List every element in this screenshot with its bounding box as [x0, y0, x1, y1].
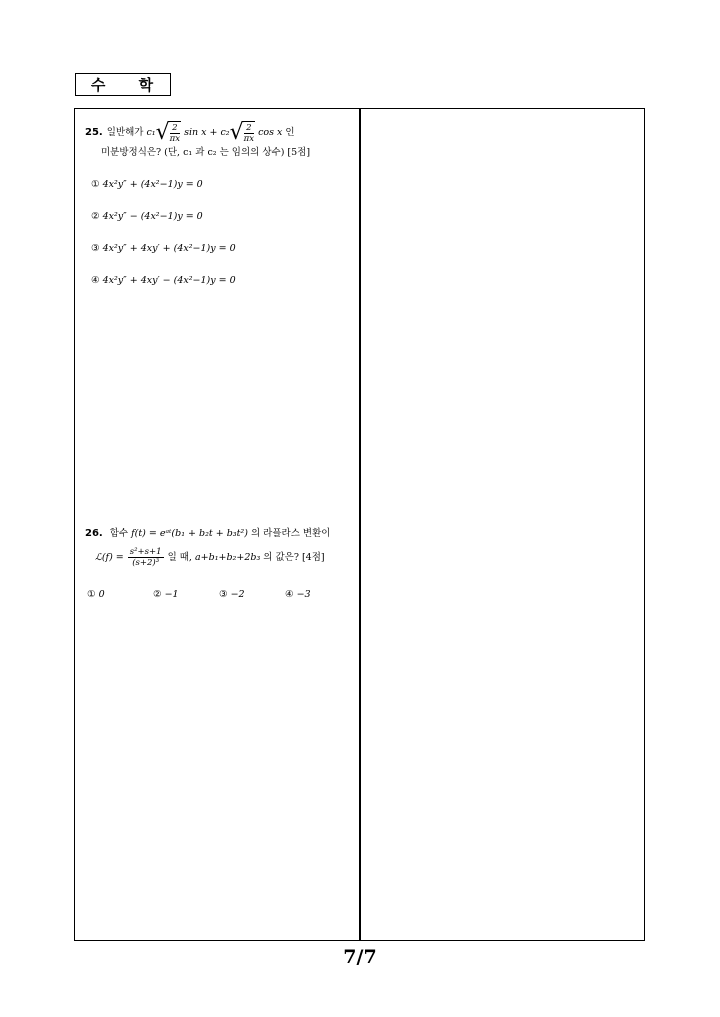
page-number: 7/7 [343, 946, 377, 968]
constant-c1: c₁ [146, 126, 156, 138]
option-mark: ② [153, 589, 162, 600]
option-text: 4x²y″ + (4x²−1)y = 0 [102, 179, 203, 190]
fraction-denominator: πx [169, 134, 181, 144]
line1-prefix: 함수 [109, 528, 129, 539]
stem-line-2: 미분방정식은? (단, c₁ 과 c₂ 는 임의의 상수) [5점] [101, 147, 311, 158]
option-text: 4x²y″ + 4xy′ + (4x²−1)y = 0 [102, 243, 236, 254]
line1-suffix: 의 라플라스 변환이 [250, 528, 331, 539]
constant-c2: c₂ [220, 126, 230, 138]
subject-label: 수 학 [75, 73, 171, 96]
question-26 [85, 527, 330, 568]
q25-option-2[interactable] [91, 211, 203, 222]
cos-term: cos x [258, 126, 283, 138]
fraction-numerator: 2 [172, 123, 178, 133]
question-number: 26. [85, 528, 103, 539]
option-mark: ④ [91, 275, 100, 286]
target-expression: a+b₁+b₂+2b₃ [195, 551, 261, 563]
fraction-denominator: πx [243, 134, 255, 144]
q25-option-4[interactable] [91, 275, 236, 286]
line2-suffix: 의 값은? [4점] [263, 551, 325, 563]
laplace-lhs: ℒ(f) = [95, 551, 124, 563]
sin-term: sin x + [184, 126, 218, 138]
option-mark: ③ [91, 243, 100, 254]
option-text: −3 [296, 589, 311, 600]
answer-sheet-frame [74, 108, 645, 941]
q26-option-1[interactable] [87, 589, 153, 600]
option-mark: ① [91, 179, 100, 190]
left-column [75, 109, 359, 940]
option-mark: ③ [219, 589, 228, 600]
q26-option-4[interactable] [285, 589, 351, 600]
fraction-numerator: 2 [246, 123, 252, 133]
fraction-denominator: (s+2)³ [132, 558, 160, 568]
option-mark: ② [91, 211, 100, 222]
option-mark: ④ [285, 589, 294, 600]
line2-mid: 일 때, [167, 551, 192, 563]
option-text: 4x²y″ + 4xy′ − (4x²−1)y = 0 [102, 275, 236, 286]
stem-suffix: 인 [285, 126, 295, 138]
q26-options [87, 589, 351, 600]
question-25 [85, 121, 310, 160]
q25-option-1[interactable] [91, 179, 203, 190]
option-text: 4x²y″ − (4x²−1)y = 0 [102, 211, 203, 222]
sqrt-term-1: √ $\frac{2}{\pi x}$ [155, 119, 181, 145]
right-column [361, 109, 644, 940]
fraction-numerator: s²+s+1 [129, 547, 162, 557]
option-text: −2 [230, 589, 245, 600]
question-number: 25. [85, 126, 103, 138]
option-text: 0 [98, 589, 105, 600]
sqrt-term-2: √ $\frac{2}{\pi x}$ [229, 119, 255, 145]
q26-option-2[interactable] [153, 589, 219, 600]
option-mark: ① [87, 589, 96, 600]
stem-prefix: 일반해가 [106, 126, 144, 138]
function-expression: f(t) = eᵃᵗ(b₁ + b₂t + b₃t²) [131, 528, 248, 539]
q26-option-3[interactable] [219, 589, 285, 600]
option-text: −1 [164, 589, 179, 600]
q25-option-3[interactable] [91, 243, 236, 254]
